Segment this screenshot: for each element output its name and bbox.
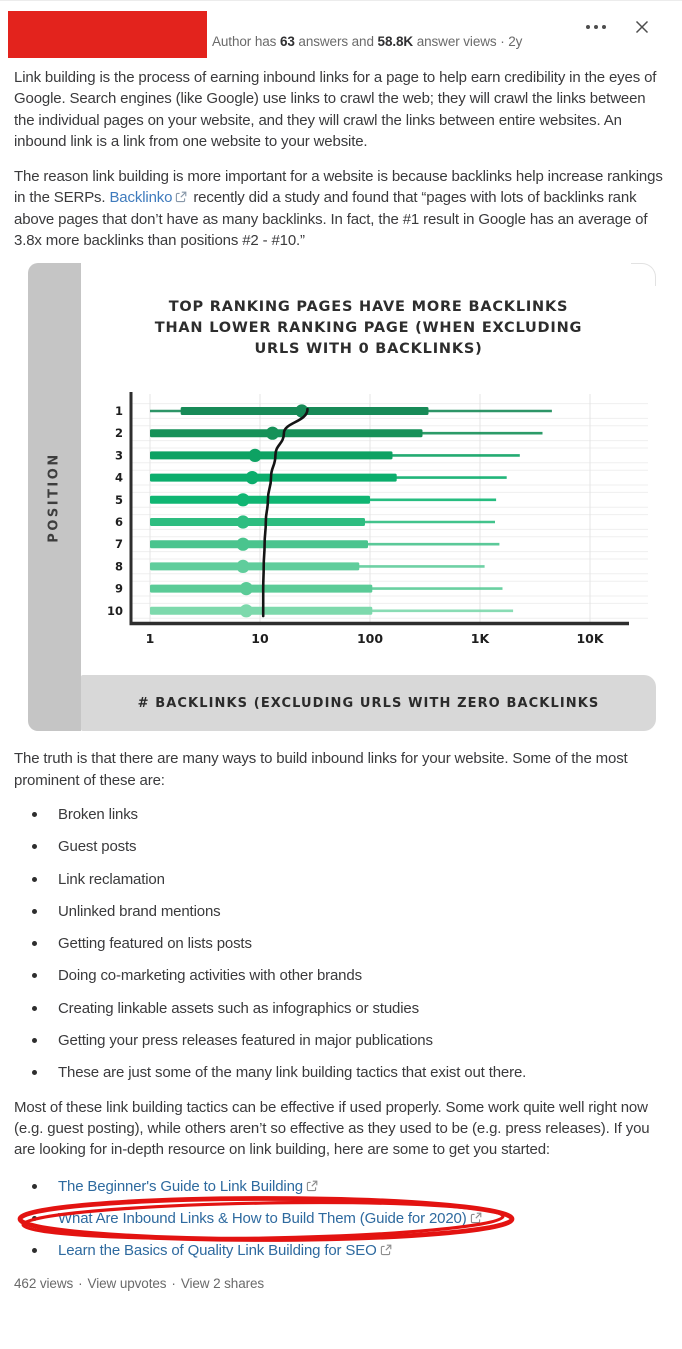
list-item-label: These are just some of the many link building tactics that exist out there. xyxy=(58,1064,527,1082)
answers-count: 63 xyxy=(279,34,295,49)
paragraph-outro: Most of these link building tactics can be effective if used properly. Some work quite well right now (e.g. guest posting), while others aren’t so effective as they used to be (e.g. press releases). If you are looking for in-depth resource on link building, here are some to get you started: xyxy=(14,1098,650,1159)
chart-title-line-3: URLS WITH 0 BACKLINKS) xyxy=(254,341,483,358)
chart-ylabel: POSITION xyxy=(47,452,63,543)
close-icon[interactable] xyxy=(634,19,650,35)
list-item xyxy=(14,1176,668,1197)
list-item-label: Guest posts xyxy=(58,838,137,856)
answer-footer-meta xyxy=(14,1276,668,1291)
chart-title-line-2: THAN LOWER RANKING PAGE (WHEN EXCLUDING xyxy=(154,320,583,337)
svg-text:5: 5 xyxy=(114,493,123,508)
backlinko-link-label: Backlinko xyxy=(109,189,173,207)
list-item xyxy=(14,998,668,1019)
figure-corner-decoration xyxy=(631,263,656,286)
list-item-label: Getting your press releases featured in major publications xyxy=(58,1032,433,1050)
resource-link-inbound-links-guide[interactable] xyxy=(58,1210,484,1227)
chart-main xyxy=(81,263,656,731)
svg-text:10: 10 xyxy=(251,631,269,647)
svg-text:1K: 1K xyxy=(470,631,490,647)
list-item xyxy=(14,1030,668,1051)
svg-text:8: 8 xyxy=(114,559,123,574)
list-item-label: Link reclamation xyxy=(58,870,165,888)
paragraph-backlinko-before: The reason link building is more important for a website is because backlinks help increase rankings in the SERPs. xyxy=(14,168,663,207)
header-actions xyxy=(584,19,650,35)
list-item xyxy=(14,836,668,857)
svg-text:3: 3 xyxy=(114,448,123,463)
svg-text:9: 9 xyxy=(114,581,123,596)
external-link-icon xyxy=(380,1244,392,1256)
author-meta-suffix: answer views · 2y xyxy=(413,34,523,49)
list-item-label: Doing co-marketing activities with other brands xyxy=(58,967,362,985)
svg-text:10K: 10K xyxy=(576,631,604,647)
resource-link-quality-link-building[interactable] xyxy=(58,1242,394,1259)
backlinks-chart-figure xyxy=(28,263,656,731)
tactics-list xyxy=(14,804,668,1084)
separator-dot: · xyxy=(171,1276,176,1292)
resource-link-label: What Are Inbound Links & How to Build Them (Guide for 2020) xyxy=(58,1209,467,1227)
list-item xyxy=(14,869,668,890)
view-shares-link[interactable]: View 2 shares xyxy=(180,1276,265,1292)
chart-xlabel: # BACKLINKS (EXCLUDING URLS WITH ZERO BACKLINKS xyxy=(137,695,600,711)
chart-xlabel-band xyxy=(81,675,656,731)
view-upvotes-link[interactable]: View upvotes xyxy=(87,1276,167,1292)
list-item xyxy=(14,1208,668,1229)
resources-list xyxy=(14,1176,668,1262)
backlinko-link[interactable] xyxy=(109,189,189,206)
svg-text:1: 1 xyxy=(114,404,123,419)
svg-text:10: 10 xyxy=(106,604,123,619)
list-item xyxy=(14,804,668,825)
external-link-icon xyxy=(470,1212,482,1224)
more-options-icon[interactable] xyxy=(584,21,608,33)
paragraph-backlinko-after: recently did a study and found that “pages with lots of backlinks rank above pages that don’t have as many backlinks. In fact, the #1 result in Google has an average of 3.8x more backlinks than positions #2 - #10.” xyxy=(14,189,648,250)
list-item-label: Broken links xyxy=(58,805,138,823)
redacted-author-name xyxy=(8,11,207,58)
chart-title xyxy=(81,297,656,360)
svg-text:6: 6 xyxy=(114,515,123,530)
author-meta xyxy=(212,34,522,49)
backlinks-chart-svg xyxy=(81,380,656,650)
chart-ylabel-strip xyxy=(28,263,81,731)
external-link-icon xyxy=(175,191,187,203)
svg-text:100: 100 xyxy=(356,631,384,647)
author-meta-prefix: Author has xyxy=(212,34,280,49)
external-link-icon xyxy=(306,1180,318,1192)
paragraph-backlinko xyxy=(14,166,668,251)
list-item-label: Creating linkable assets such as infographics or studies xyxy=(58,999,419,1017)
resource-link-beginners-guide[interactable] xyxy=(58,1178,320,1195)
views-count: 462 views xyxy=(14,1276,74,1292)
answer-views-count: 58.8K xyxy=(377,34,414,49)
paragraph-truth: The truth is that there are many ways to build inbound links for your website. Some of the most prominent of these are: xyxy=(14,750,628,789)
separator-dot: · xyxy=(78,1276,83,1292)
svg-text:1: 1 xyxy=(145,631,155,647)
author-meta-middle: answers and xyxy=(294,34,378,49)
list-item xyxy=(14,965,668,986)
paragraph-intro: Link building is the process of earning inbound links for a page to help earn credibility in the eyes of Google. Search engines (like Google) use links to crawl the web; they will crawl the links between the individual pages on your website, and they will crawl the links between entire websites. An inbound link is a link from one website to your website. xyxy=(14,69,657,150)
list-item xyxy=(14,1240,668,1261)
svg-text:7: 7 xyxy=(114,537,123,552)
answer-header xyxy=(0,1,682,58)
list-item-label: Getting featured on lists posts xyxy=(58,935,252,953)
svg-text:4: 4 xyxy=(114,470,123,485)
list-item xyxy=(14,901,668,922)
list-item xyxy=(14,1062,668,1083)
list-item-label: Unlinked brand mentions xyxy=(58,902,221,920)
list-item xyxy=(14,933,668,954)
svg-text:2: 2 xyxy=(114,426,123,441)
chart-title-line-1: TOP RANKING PAGES HAVE MORE BACKLINKS xyxy=(168,299,569,316)
resource-link-label: Learn the Basics of Quality Link Building for SEO xyxy=(58,1242,377,1260)
resource-link-label: The Beginner's Guide to Link Building xyxy=(58,1177,303,1195)
